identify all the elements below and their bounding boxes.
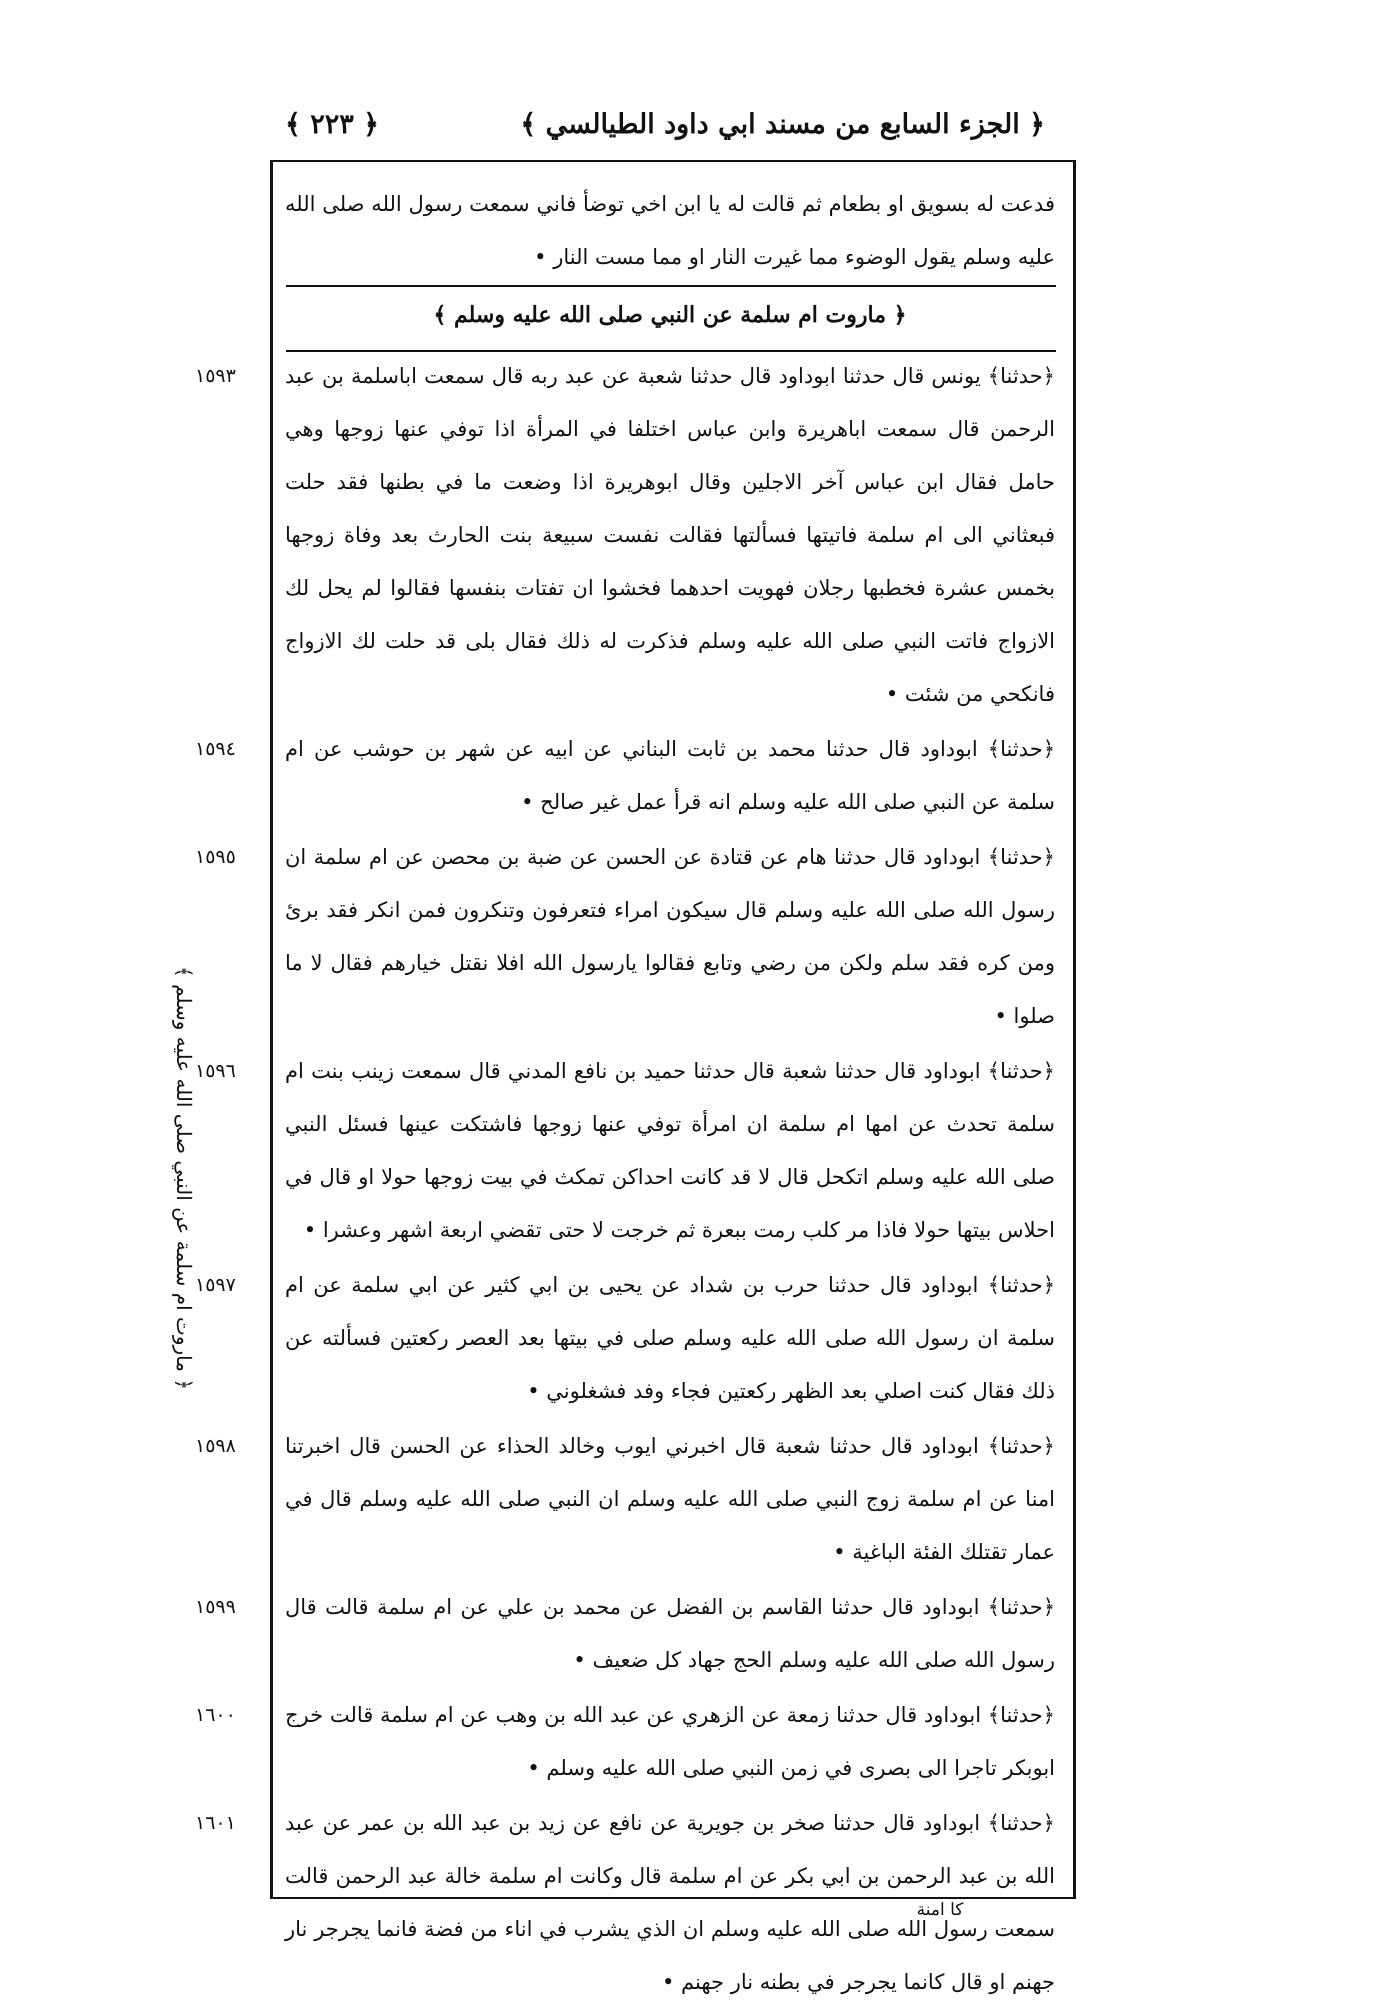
hadith-text: ﴿حدثنا﴾ ابوداود قال حدثنا هام عن قتادة عن الحسن عن ضبة بن محصن عن ام سلمة ان رسول الله صلى الله عليه وسلم قال سيكون امراء فتعرفون وتنكرون فمن انكر فقد برئ ومن كره فقد سلم ولكن من رضي وتابع فقالوا يارسول الله افلا نقتل خيارهم فقال لا ما صلوا • (285, 845, 1055, 1028)
hadith-text: ﴿حدثنا﴾ ابوداود قال حدثنا محمد بن ثابت البناني عن ابيه عن شهر بن حوشب عن ام سلمة عن النبي صلى الله عليه وسلم انه قرأ عمل غير صالح • (285, 737, 1055, 814)
margin-section-title: ﴿ ماروت ام سلمة عن النبي صلى الله عليه وسلم ﴾ (172, 965, 196, 1390)
hadith-text: ﴿حدثنا﴾ ابوداود قال حدثنا شعبة قال اخبرني ايوب وخالد الحذاء عن الحسن قال اخبرتنا امنا عن ام سلمة زوج النبي صلى الله عليه وسلم ان النبي صلى الله عليه وسلم قال في عمار تقتلك الفئة الباغية • (285, 1434, 1055, 1564)
hadith-number: ١٥٩٨ (195, 1435, 236, 1457)
hadith-text: ﴿حدثنا﴾ ابوداود قال حدثنا حرب بن شداد عن يحيى بن ابي كثير عن ابي سلمة عن ام سلمة ان رسول الله صلى الله عليه وسلم صلى في بيتها بعد العصر ركعتين فسألته عن ذلك فقال كنت اصلي بعد الظهر ركعتين فجاء وفد فشغلوني • (285, 1273, 1055, 1403)
hadith-entry (195, 723, 1055, 829)
hadith-text: ﴿حدثنا﴾ ابوداود قال حدثنا زمعة عن الزهري عن عبد الله بن وهب عن ام سلمة قالت خرج ابوبكر تاجرا الى بصرى في زمن النبي صلى الله عليه وسلم • (285, 1703, 1055, 1780)
hadith-entry (195, 831, 1055, 1043)
hadith-text: ﴿حدثنا﴾ ابوداود قال حدثنا صخر بن جويرية عن نافع عن زيد بن عبد الله بن عمر عن عبد الله بن عبد الرحمن بن ابي بكر عن ام سلمة قال وكانت ام سلمة خالة عبد الرحمن قالت سمعت رسول الله صلى الله عليه وسلم ان الذي يشرب في اناء من فضة فانما يجرجر نار جهنم او قال كانما يجرجر في بطنه نار جهنم • (285, 1811, 1055, 1994)
hadith-text: ﴿حدثنا﴾ ابوداود قال حدثنا شعبة قال حدثنا حميد بن نافع المدني قال سمعت زينب بنت ام سلمة تحدث عن امها ام سلمة ان امرأة توفي عنها زوجها فاشتكت عينها فسئل النبي صلى الله عليه وسلم اتكحل قال لا قد كانت احداكن تمكث في بيت زوجها حولا او قال في احلاس بيتها حولا فاذا مر كلب رمت ببعرة ثم خرجت لا حتى تقضي اربعة اشهر وعشرا • (285, 1059, 1055, 1242)
hadith-entry (195, 1259, 1055, 1418)
hadith-number: ١٥٩٧ (195, 1274, 236, 1296)
hadith-number: ١٥٩٥ (195, 846, 236, 868)
hadith-number: ١٦٠١ (195, 1812, 236, 1834)
footer-signature: ﻛﺎ اﻣﻨﺔ (916, 1900, 964, 1920)
hadith-entry (195, 1045, 1055, 1257)
hadith-text: ﴿حدثنا﴾ ابوداود قال حدثنا القاسم بن الفضل عن محمد بن علي عن ام سلمة قالت قال رسول الله صلى الله عليه وسلم الحج جهاد كل ضعيف • (285, 1595, 1055, 1672)
hadith-entry (195, 350, 1055, 721)
page-body (195, 178, 1055, 2011)
hadith-entry (195, 1581, 1055, 1687)
hadith-number: ١٥٩٦ (195, 1060, 236, 1082)
hadith-number: ١٥٩٩ (195, 1596, 236, 1618)
page-header (285, 100, 1045, 148)
hadith-entry (195, 1689, 1055, 1795)
hadith-number: ١٥٩٣ (195, 365, 236, 387)
header-title: ﴿ الجزء السابع من مسند ابي داود الطيالسي ﴾ (520, 108, 1045, 140)
hadith-text: ﴿حدثنا﴾ يونس قال حدثنا ابوداود قال حدثنا شعبة عن عبد ربه قال سمعت اباسلمة بن عبد الرحمن قال سمعت اباهريرة وابن عباس اختلفا في المرأة اذا توفي عنها زوجها وهي حامل فقال ابن عباس آخر الاجلين وقال ابوهريرة اذا وضعت ما في بطنها فقد حلت فبعثاني الى ام سلمة فاتيتها فسألتها فقالت نفست سبيعة بنت الحارث بعد وفاة زوجها بخمس عشرة فخطبها رجلان فهويت احدهما فخشوا ان تفتات بنفسها فقالوا لم يحل لك الازواج فاتت النبي صلى الله عليه وسلم فذكرت له ذلك فقال بلى قد حلت لك الازواج فانكحي من شئت • (285, 364, 1055, 706)
hadith-list (195, 350, 1055, 2009)
hadith-number: ١٦٠٠ (195, 1704, 236, 1726)
hadith-number: ١٥٩٤ (195, 738, 236, 760)
section-title: ﴿ ماروت ام سلمة عن النبي صلى الله عليه وسلم ﴾ (433, 302, 907, 328)
intro-paragraph: فدعت له بسويق او بطعام ثم قالت له يا ابن اخي توضأ فاني سمعت رسول الله صلى الله عليه وسلم يقول الوضوء مما غيرت النار او مما مست النار • (285, 192, 1055, 269)
hadith-entry (195, 1420, 1055, 1579)
header-page-number: ﴿ ٢٢٣ ﴾ (285, 108, 379, 140)
